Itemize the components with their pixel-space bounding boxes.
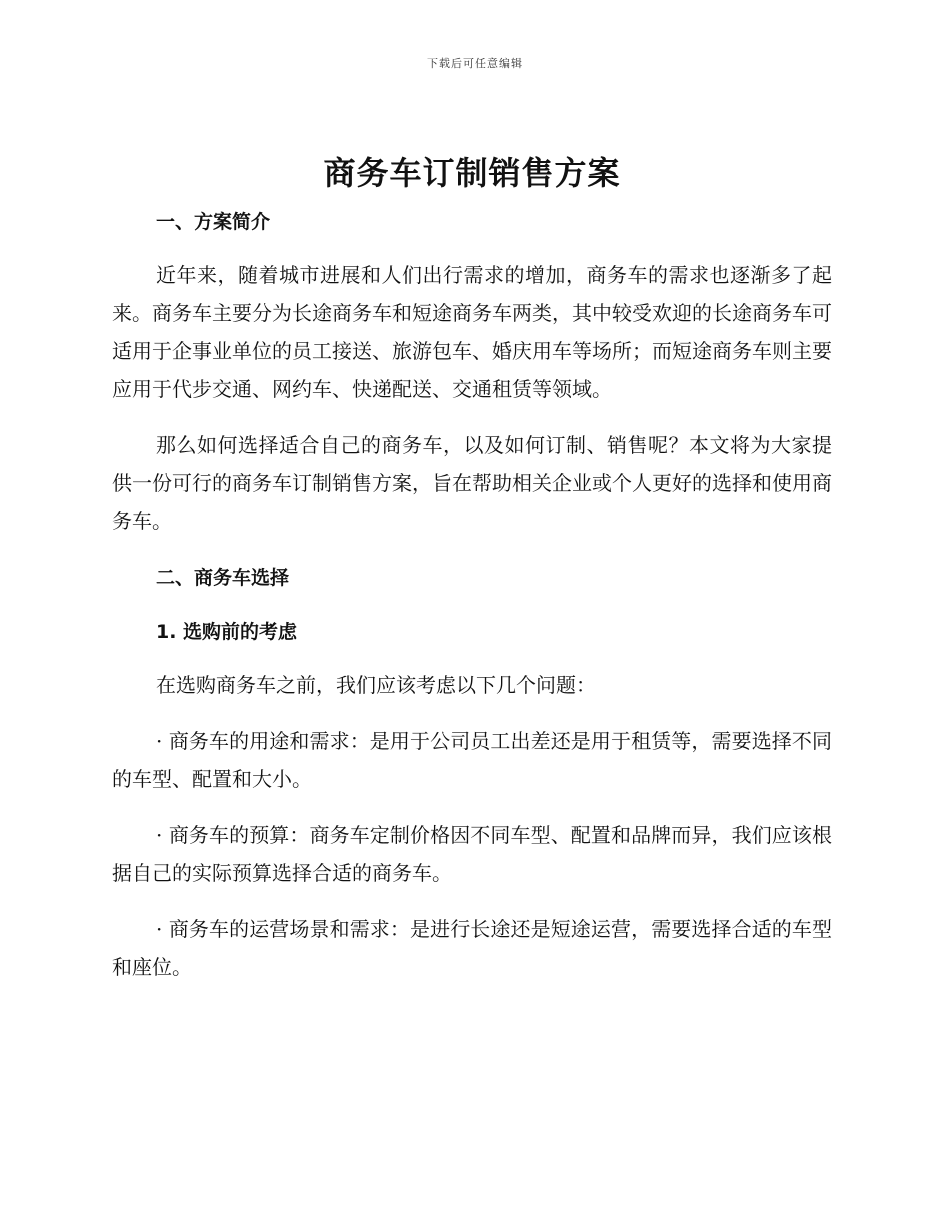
- bullet-item-scenario: · 商务车的运营场景和需求：是进行长途还是短途运营，需要选择合适的车型和座位。: [112, 917, 832, 979]
- spacer: [112, 540, 832, 558]
- section-heading-intro: 一、方案简介: [156, 211, 271, 233]
- document-title: 商务车订制销售方案: [323, 154, 621, 192]
- bullet-item-purpose: · 商务车的用途和需求：是用于公司员工出差还是用于租赁等，需要选择不同的车型、配置和大小。: [112, 729, 832, 791]
- header-note: 下载后可任意编辑: [427, 57, 523, 70]
- document-body: [112, 148, 832, 986]
- spacer: [112, 704, 832, 722]
- spacer: [112, 798, 832, 816]
- spacer: [112, 408, 832, 426]
- spacer: [112, 598, 832, 612]
- paragraph-considerations-intro: 在选购商务车之前，我们应该考虑以下几个问题：: [156, 673, 596, 697]
- spacer: [112, 242, 832, 256]
- section-heading-selection: 二、商务车选择: [156, 567, 290, 589]
- bullet-item-budget: · 商务车的预算：商务车定制价格因不同车型、配置和品牌而异，我们应该根据自己的实际预算选择合适的商务车。: [112, 823, 832, 885]
- paragraph-intro-2: 那么如何选择适合自己的商务车，以及如何订制、销售呢？本文将为大家提供一份可行的商务车订制销售方案，旨在帮助相关企业或个人更好的选择和使用商务车。: [112, 433, 832, 533]
- spacer: [112, 652, 832, 666]
- paragraph-intro-1: 近年来，随着城市进展和人们出行需求的增加，商务车的需求也逐渐多了起来。商务车主要分为长途商务车和短途商务车两类，其中较受欢迎的长途商务车可适用于企事业单位的员工接送、旅游包车、婚庆用车等场所；而短途商务车则主要应用于代步交通、网约车、快递配送、交通租赁等领域。: [112, 263, 832, 401]
- subsection-heading-considerations: 1. 选购前的考虑: [156, 621, 298, 643]
- spacer: [112, 892, 832, 910]
